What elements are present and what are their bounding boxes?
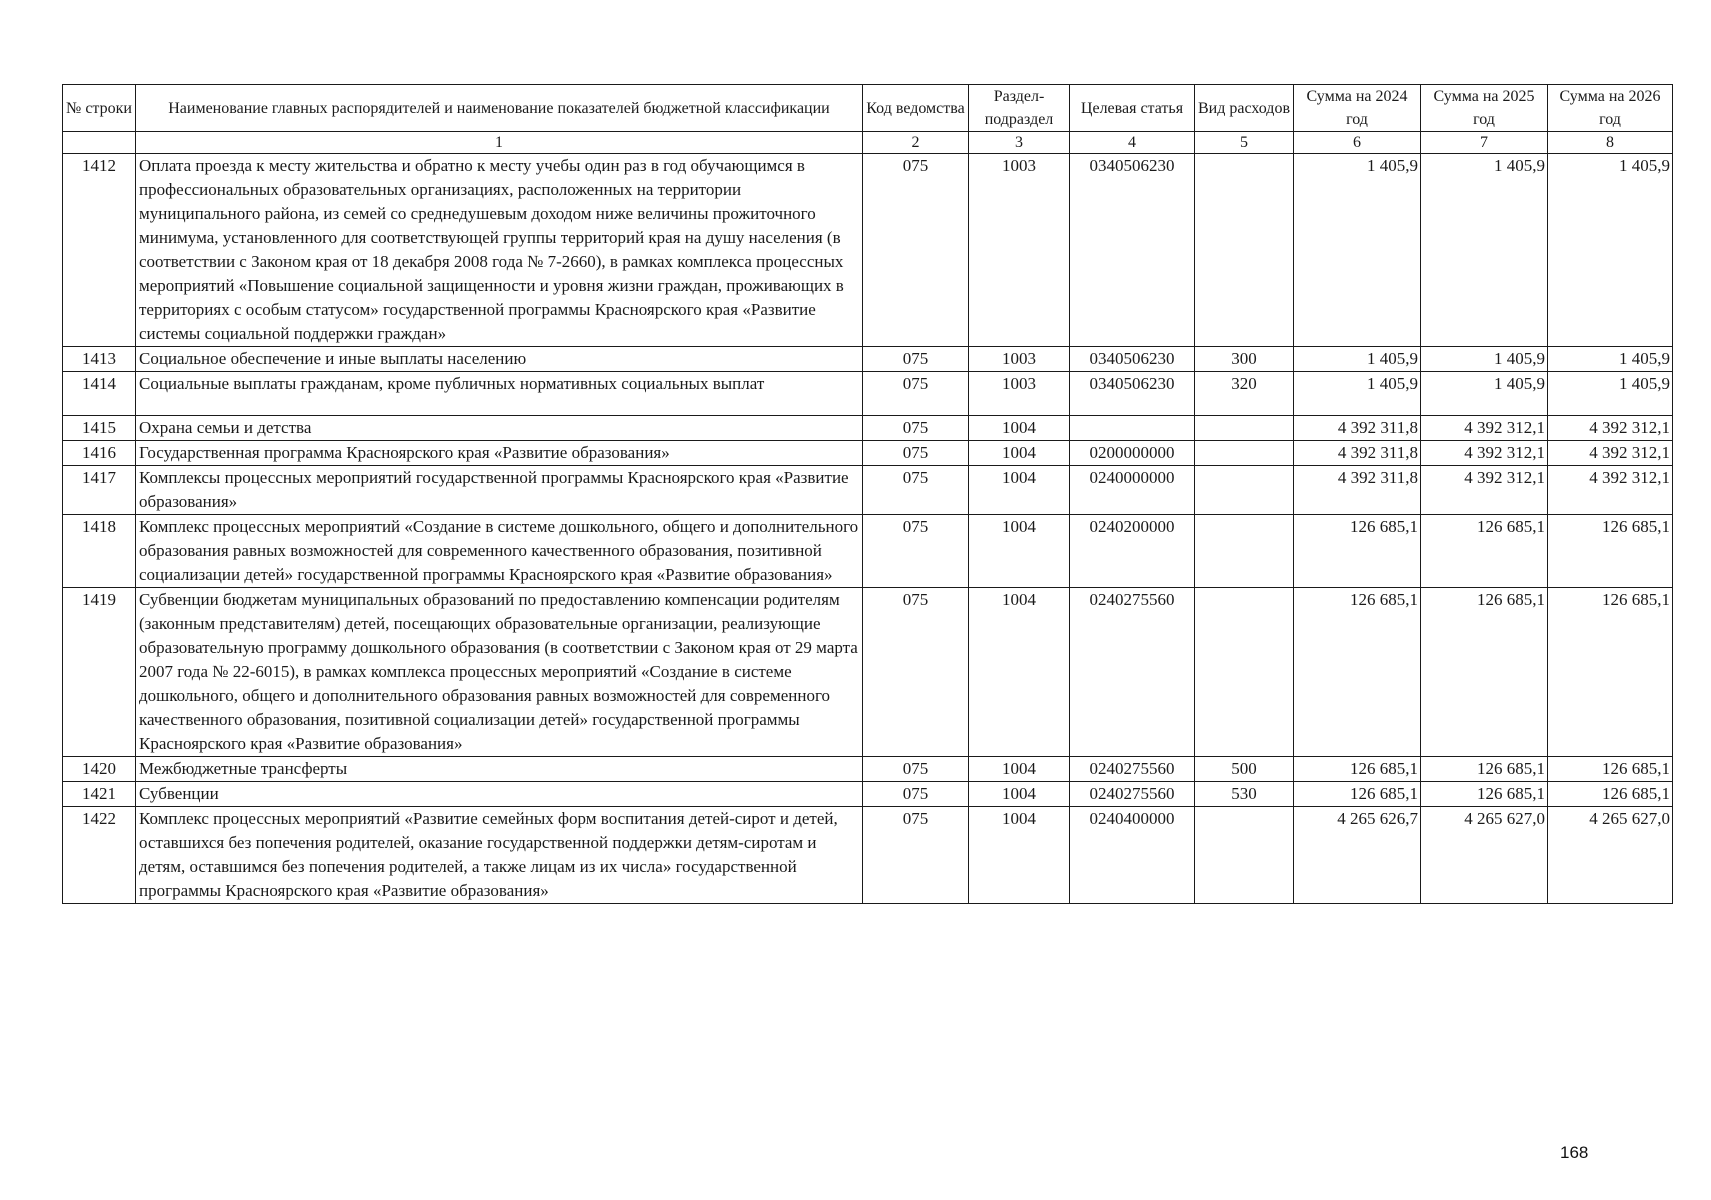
department-code-cell: 075: [863, 807, 969, 904]
table-row: [63, 416, 1673, 441]
section-cell: 1004: [969, 588, 1070, 757]
name-cell: Комплекс процессных мероприятий «Создание в системе дошкольного, общего и дополнительного образования равных возможностей для современного качественного образования, позитивной социализации детей» государственной программы Красноярского края «Развитие образования»: [136, 515, 863, 588]
sum-2024-cell: 126 685,1: [1294, 757, 1421, 782]
table-row: [63, 807, 1673, 904]
section-cell: 1003: [969, 372, 1070, 416]
header-row: [63, 85, 1673, 132]
expense-type-cell: [1195, 588, 1294, 757]
department-code-cell: 075: [863, 441, 969, 466]
table-row: [63, 347, 1673, 372]
table-row: [63, 466, 1673, 515]
header-name: Наименование главных распорядителей и наименование показателей бюджетной классификации: [136, 85, 863, 132]
column-number: 8: [1548, 132, 1673, 154]
row-number-cell: 1421: [63, 782, 136, 807]
name-cell: Социальное обеспечение и иные выплаты населению: [136, 347, 863, 372]
section-cell: 1004: [969, 416, 1070, 441]
expense-type-cell: 320: [1195, 372, 1294, 416]
table-row: [63, 515, 1673, 588]
table-row: [63, 372, 1673, 416]
sum-2024-cell: 4 392 311,8: [1294, 416, 1421, 441]
name-cell: Субвенции: [136, 782, 863, 807]
expense-type-cell: [1195, 466, 1294, 515]
section-cell: 1004: [969, 466, 1070, 515]
sum-2026-cell: 126 685,1: [1548, 515, 1673, 588]
sum-2025-cell: 4 392 312,1: [1421, 466, 1548, 515]
target-article-cell: 0240275560: [1070, 588, 1195, 757]
sum-2024-cell: 4 392 311,8: [1294, 466, 1421, 515]
sum-2026-cell: 1 405,9: [1548, 154, 1673, 347]
target-article-cell: 0340506230: [1070, 372, 1195, 416]
table-row: [63, 154, 1673, 347]
department-code-cell: 075: [863, 588, 969, 757]
sum-2026-cell: 4 392 312,1: [1548, 416, 1673, 441]
name-cell: Социальные выплаты гражданам, кроме публичных нормативных социальных выплат: [136, 372, 863, 416]
row-number-cell: 1412: [63, 154, 136, 347]
target-article-cell: 0240200000: [1070, 515, 1195, 588]
sum-2026-cell: 4 392 312,1: [1548, 441, 1673, 466]
name-cell: Комплексы процессных мероприятий государственной программы Красноярского края «Развитие образования»: [136, 466, 863, 515]
table-row: [63, 588, 1673, 757]
sum-2025-cell: 1 405,9: [1421, 372, 1548, 416]
header-row-number: № строки: [63, 85, 136, 132]
sum-2025-cell: 1 405,9: [1421, 347, 1548, 372]
target-article-cell: 0340506230: [1070, 154, 1195, 347]
expense-type-cell: [1195, 807, 1294, 904]
row-number-cell: 1415: [63, 416, 136, 441]
sum-2025-cell: 126 685,1: [1421, 515, 1548, 588]
sum-2025-cell: 4 392 312,1: [1421, 441, 1548, 466]
department-code-cell: 075: [863, 416, 969, 441]
target-article-cell: 0340506230: [1070, 347, 1195, 372]
column-number: 3: [969, 132, 1070, 154]
row-number-cell: 1420: [63, 757, 136, 782]
row-number-cell: 1414: [63, 372, 136, 416]
column-number-row: [63, 132, 1673, 154]
table-row: [63, 441, 1673, 466]
sum-2025-cell: 4 392 312,1: [1421, 416, 1548, 441]
sum-2024-cell: 126 685,1: [1294, 515, 1421, 588]
page-number: 168: [1560, 1143, 1589, 1162]
section-cell: 1004: [969, 807, 1070, 904]
header-section: Раздел-подраздел: [969, 85, 1070, 132]
column-number: [63, 132, 136, 154]
table-row: [63, 757, 1673, 782]
sum-2024-cell: 126 685,1: [1294, 782, 1421, 807]
section-cell: 1004: [969, 782, 1070, 807]
sum-2024-cell: 1 405,9: [1294, 347, 1421, 372]
row-number-cell: 1417: [63, 466, 136, 515]
target-article-cell: 0240400000: [1070, 807, 1195, 904]
section-cell: 1004: [969, 757, 1070, 782]
header-expense-type: Вид расходов: [1195, 85, 1294, 132]
row-number-cell: 1416: [63, 441, 136, 466]
section-cell: 1003: [969, 347, 1070, 372]
column-number: 1: [136, 132, 863, 154]
target-article-cell: 0240000000: [1070, 466, 1195, 515]
budget-table: [62, 84, 1673, 904]
sum-2026-cell: 4 265 627,0: [1548, 807, 1673, 904]
department-code-cell: 075: [863, 347, 969, 372]
sum-2024-cell: 4 392 311,8: [1294, 441, 1421, 466]
table-row: [63, 782, 1673, 807]
target-article-cell: [1070, 416, 1195, 441]
header-sum-2026: Сумма на 2026 год: [1548, 85, 1673, 132]
expense-type-cell: [1195, 515, 1294, 588]
header-department-code: Код ведомства: [863, 85, 969, 132]
table-body: [63, 154, 1673, 904]
target-article-cell: 0200000000: [1070, 441, 1195, 466]
sum-2025-cell: 126 685,1: [1421, 782, 1548, 807]
department-code-cell: 075: [863, 372, 969, 416]
sum-2026-cell: 126 685,1: [1548, 782, 1673, 807]
sum-2024-cell: 126 685,1: [1294, 588, 1421, 757]
expense-type-cell: [1195, 416, 1294, 441]
name-cell: Государственная программа Красноярского края «Развитие образования»: [136, 441, 863, 466]
expense-type-cell: [1195, 441, 1294, 466]
sum-2026-cell: 126 685,1: [1548, 757, 1673, 782]
column-number: 2: [863, 132, 969, 154]
header-sum-2024: Сумма на 2024 год: [1294, 85, 1421, 132]
sum-2026-cell: 4 392 312,1: [1548, 466, 1673, 515]
name-cell: Комплекс процессных мероприятий «Развитие семейных форм воспитания детей-сирот и детей, оставшихся без попечения родителей, оказание государственной поддержки детям-сиротам и детям, оставшимся без попечения родителей, а также лицам из их числа» государственной программы Красноярского края «Развитие образования»: [136, 807, 863, 904]
name-cell: Субвенции бюджетам муниципальных образований по предоставлению компенсации родителям (законным представителям) детей, посещающих образовательные организации, реализующие образовательную программу дошкольного образования (в соответствии с Законом края от 29 марта 2007 года № 22-6015), в рамках комплекса процессных мероприятий «Создание в системе дошкольного, общего и дополнительного образования равных возможностей для современного качественного образования, позитивной социализации детей» государственной программы Красноярского края «Развитие образования»: [136, 588, 863, 757]
department-code-cell: 075: [863, 782, 969, 807]
target-article-cell: 0240275560: [1070, 757, 1195, 782]
expense-type-cell: 300: [1195, 347, 1294, 372]
header-target-article: Целевая статья: [1070, 85, 1195, 132]
section-cell: 1004: [969, 441, 1070, 466]
header-sum-2025: Сумма на 2025 год: [1421, 85, 1548, 132]
expense-type-cell: 500: [1195, 757, 1294, 782]
row-number-cell: 1413: [63, 347, 136, 372]
column-number: 4: [1070, 132, 1195, 154]
name-cell: Межбюджетные трансферты: [136, 757, 863, 782]
sum-2026-cell: 126 685,1: [1548, 588, 1673, 757]
department-code-cell: 075: [863, 466, 969, 515]
row-number-cell: 1419: [63, 588, 136, 757]
sum-2025-cell: 126 685,1: [1421, 588, 1548, 757]
sum-2026-cell: 1 405,9: [1548, 372, 1673, 416]
column-number: 7: [1421, 132, 1548, 154]
sum-2025-cell: 126 685,1: [1421, 757, 1548, 782]
column-number: 6: [1294, 132, 1421, 154]
expense-type-cell: [1195, 154, 1294, 347]
sum-2024-cell: 1 405,9: [1294, 154, 1421, 347]
row-number-cell: 1422: [63, 807, 136, 904]
department-code-cell: 075: [863, 154, 969, 347]
table-header: [63, 85, 1673, 154]
column-number: 5: [1195, 132, 1294, 154]
section-cell: 1004: [969, 515, 1070, 588]
sum-2026-cell: 1 405,9: [1548, 347, 1673, 372]
name-cell: Оплата проезда к месту жительства и обратно к месту учебы один раз в год обучающимся в профессиональных образовательных организациях, расположенных на территории муниципального района, из семей со среднедушевым доходом ниже величины прожиточного минимума, установленного для соответствующей группы территорий края на душу населения (в соответствии с Законом края от 18 декабря 2008 года № 7-2660), в рамках комплекса процессных мероприятий «Повышение социальной защищенности и уровня жизни граждан, проживающих в территориях с особым статусом» государственной программы Красноярского края «Развитие системы социальной поддержки граждан»: [136, 154, 863, 347]
row-number-cell: 1418: [63, 515, 136, 588]
department-code-cell: 075: [863, 515, 969, 588]
sum-2025-cell: 4 265 627,0: [1421, 807, 1548, 904]
sum-2025-cell: 1 405,9: [1421, 154, 1548, 347]
sum-2024-cell: 1 405,9: [1294, 372, 1421, 416]
department-code-cell: 075: [863, 757, 969, 782]
expense-type-cell: 530: [1195, 782, 1294, 807]
section-cell: 1003: [969, 154, 1070, 347]
target-article-cell: 0240275560: [1070, 782, 1195, 807]
sum-2024-cell: 4 265 626,7: [1294, 807, 1421, 904]
name-cell: Охрана семьи и детства: [136, 416, 863, 441]
